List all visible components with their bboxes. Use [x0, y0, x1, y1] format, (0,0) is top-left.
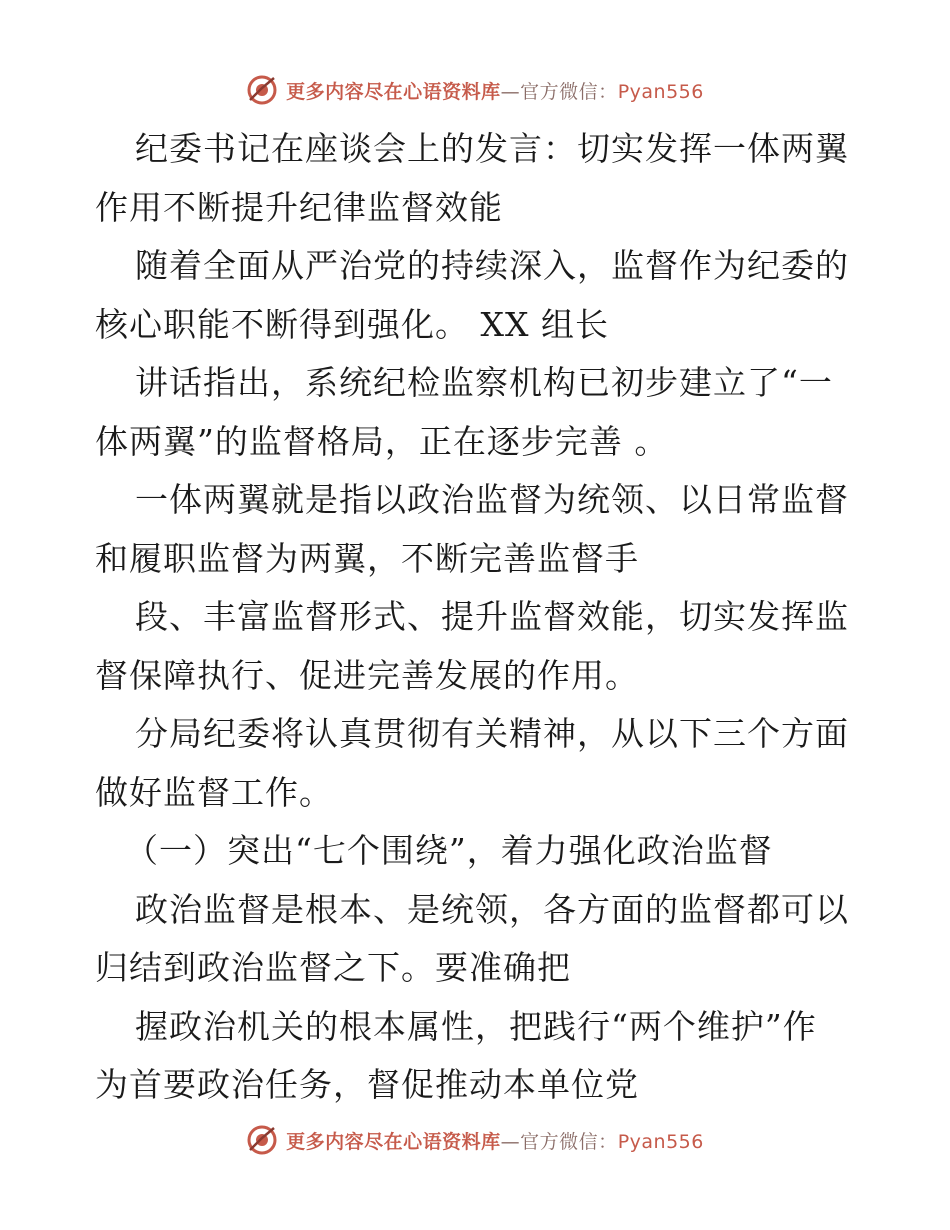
- doc-title-line-2: 作用不断提升纪律监督效能: [95, 187, 503, 227]
- paragraph-line: 随着全面从严治党的持续深入，监督作为纪委的: [135, 246, 849, 285]
- paragraph-line: 体两翼”的监督格局，正在逐步完善 。: [95, 421, 669, 461]
- watermark-header: [0, 70, 950, 110]
- paragraph-line: 一体两翼就是指以政治监督为统领、以日常监督: [135, 480, 849, 519]
- doc-title-line-1: 纪委书记在座谈会上的发言：切实发挥一体两翼: [135, 129, 849, 168]
- logo-icon: [246, 74, 278, 106]
- document-body: [95, 120, 865, 1115]
- paragraph-line: 分局纪委将认真贯彻有关精神，从以下三个方面: [135, 714, 849, 753]
- paragraph-line: 握政治机关的根本属性，把践行“两个维护”作: [135, 1006, 817, 1046]
- paragraph-line: 政治监督是根本、是统领，各方面的监督都可以: [135, 889, 849, 929]
- paragraph-line: 段、丰富监督形式、提升监督效能，切实发挥监: [135, 597, 849, 636]
- paragraph-line: 做好监督工作。: [95, 772, 333, 812]
- watermark-text: 更多内容尽在心语资料库—官方微信：Pyan556: [286, 80, 704, 103]
- watermark-text: 更多内容尽在心语资料库—官方微信：Pyan556: [286, 1130, 704, 1153]
- paragraph-line: 和履职监督为两翼，不断完善监督手: [95, 538, 639, 578]
- logo-icon: [246, 1124, 278, 1156]
- watermark-footer: [0, 1120, 950, 1160]
- paragraph-line: 为首要政治任务，督促推动本单位党: [95, 1065, 639, 1104]
- section-heading: （一）突出“七个围绕”，着力强化政治监督: [125, 831, 773, 870]
- paragraph-line: 核心职能不断得到强化。 XX 组长: [95, 304, 609, 344]
- paragraph-line: 督保障执行、促进完善发展的作用。: [95, 655, 639, 695]
- paragraph-line: 讲话指出，系统纪检监察机构已初步建立了“一: [135, 363, 833, 402]
- paragraph-line: 归结到政治监督之下。要准确把: [95, 948, 571, 987]
